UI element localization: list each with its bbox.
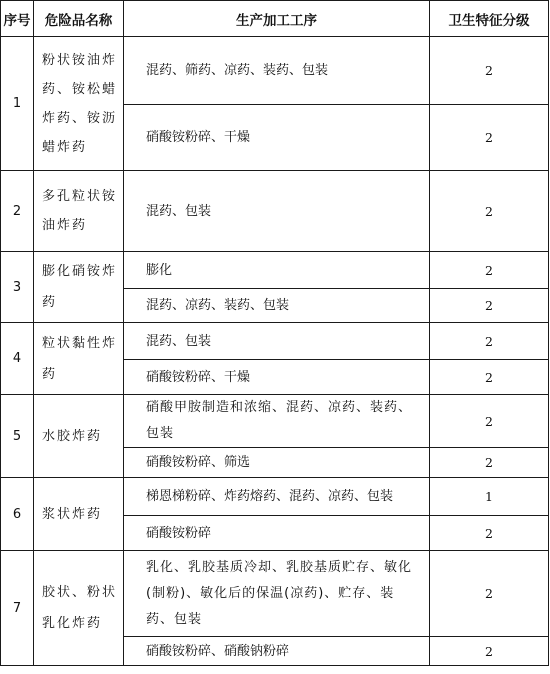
- hazard-name: 粉状铵油炸药、铵松蜡炸药、铵沥蜡炸药: [34, 37, 124, 171]
- process-cell: 混药、筛药、凉药、装药、包装: [124, 37, 430, 105]
- grade-cell: 2: [430, 105, 549, 171]
- row-number: 2: [1, 171, 34, 252]
- table-row: [1, 551, 549, 637]
- table-row: [1, 252, 549, 289]
- grade-cell: 2: [430, 360, 549, 395]
- table-row: [1, 323, 549, 360]
- header-serial-number: 序号: [1, 1, 34, 37]
- grade-cell: 2: [430, 551, 549, 637]
- header-hygiene-grade: 卫生特征分级: [430, 1, 549, 37]
- process-cell: 硝酸铵粉碎、干燥: [124, 105, 430, 171]
- process-cell: 乳化、乳胶基质冷却、乳胶基质贮存、敏化(制粉)、敏化后的保温(凉药)、贮存、装药、包装: [124, 551, 430, 637]
- table-header-row: [1, 1, 549, 37]
- row-number: 3: [1, 252, 34, 323]
- header-hazard-name: 危险品名称: [34, 1, 124, 37]
- grade-cell: 1: [430, 478, 549, 516]
- grade-cell: 2: [430, 637, 549, 666]
- process-cell: 硝酸铵粉碎、筛选: [124, 448, 430, 478]
- header-production-process: 生产加工工序: [124, 1, 430, 37]
- hazard-name: 膨化硝铵炸药: [34, 252, 124, 323]
- process-cell: 混药、包装: [124, 323, 430, 360]
- table-row: [1, 37, 549, 105]
- grade-cell: 2: [430, 289, 549, 323]
- grade-cell: 2: [430, 171, 549, 252]
- grade-cell: 2: [430, 516, 549, 551]
- row-number: 4: [1, 323, 34, 395]
- process-cell: 硝酸铵粉碎、干燥: [124, 360, 430, 395]
- hazard-name: 粒状黏性炸药: [34, 323, 124, 395]
- table-row: [1, 171, 549, 252]
- grade-cell: 2: [430, 448, 549, 478]
- row-number: 7: [1, 551, 34, 666]
- grade-cell: 2: [430, 395, 549, 448]
- hazard-name: 浆状炸药: [34, 478, 124, 551]
- process-cell: 膨化: [124, 252, 430, 289]
- process-cell: 梯恩梯粉碎、炸药熔药、混药、凉药、包装: [124, 478, 430, 516]
- process-cell: 硝酸甲胺制造和浓缩、混药、凉药、装药、包装: [124, 395, 430, 448]
- hazard-name: 水胶炸药: [34, 395, 124, 478]
- process-cell: 硝酸铵粉碎、硝酸钠粉碎: [124, 637, 430, 666]
- row-number: 6: [1, 478, 34, 551]
- grade-cell: 2: [430, 252, 549, 289]
- table-row: [1, 478, 549, 516]
- row-number: 1: [1, 37, 34, 171]
- grade-cell: 2: [430, 37, 549, 105]
- table-row: [1, 395, 549, 448]
- process-cell: 混药、包装: [124, 171, 430, 252]
- hazard-name: 多孔粒状铵油炸药: [34, 171, 124, 252]
- process-cell: 硝酸铵粉碎: [124, 516, 430, 551]
- hazard-name: 胶状、粉状乳化炸药: [34, 551, 124, 666]
- process-cell: 混药、凉药、装药、包装: [124, 289, 430, 323]
- grade-cell: 2: [430, 323, 549, 360]
- row-number: 5: [1, 395, 34, 478]
